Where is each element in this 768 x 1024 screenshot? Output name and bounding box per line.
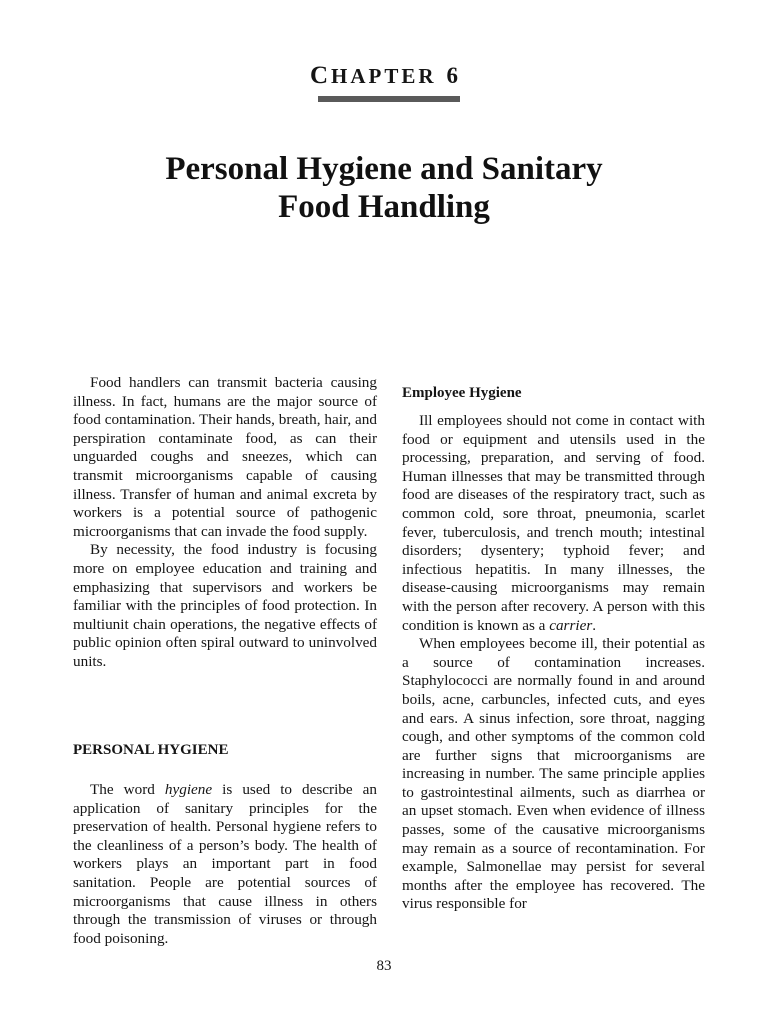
paragraph: When employees become ill, their potential as a source of contamination increases. Staphylococci are normally found in and around boils, acne, carbuncles, infected cuts, and eyes and ears. A sinus infection, sore throat, nagging cough, and other symptoms of the common cold are further signs that microorganisms are increasing in number. The same principle applies to gastrointestinal ailments, such as diarrhea or an upset stomach. Even when evidence of illness passes, some of the causative microorganisms may remain as a source of recontamination. For example, Salmonellae may persist for several months after the employee has recovered. The virus responsible for	[402, 635, 705, 913]
subheading-employee-hygiene: Employee Hygiene	[402, 385, 522, 401]
paragraph	[402, 412, 705, 635]
emphasis-hygiene: hygiene	[164, 781, 213, 798]
text-run: is used to describe an application of sanitary principles for the preservation of health. Personal hygiene refers to the cleanliness of a person’s body. The health of workers plays an important part in food sanitation. People are potential sources of microorganisms that cause illness in others through the transmission of viruses or through food poisoning.	[73, 781, 377, 947]
left-column-intro	[73, 374, 377, 672]
left-column-section	[73, 781, 377, 948]
page-number: 83	[376, 958, 392, 974]
text-run: The word	[90, 781, 165, 798]
text-run: Ill employees should not come in contact with food or equipment and utensils used in the processing, preparation, and serving of food. Human illnesses that may be transmitted through food are diseases of the respiratory tract, such as common cold, sore throat, pneumonia, scarlet fever, tuberculosis, and trench mouth; intestinal disorders; dysentery; typhoid fever; and infectious hepatitis. In many illnesses, the disease-causing microorganisms may remain with the person after recovery. A person with this condition is known as a	[402, 412, 705, 634]
chapter-label	[0, 62, 768, 90]
paragraph	[73, 781, 377, 948]
chapter-title	[0, 150, 768, 226]
paragraph: Food handlers can transmit bacteria causing illness. In fact, humans are the major source of food contamination. Their hands, breath, hair, and perspiration contaminate food, as can their unguarded coughs and sneezes, which can transmit microorganisms capable of causing illness. Transfer of human and animal excreta by workers is a potential source of pathogenic microorganisms that can invade the food supply.	[73, 374, 377, 540]
emphasis-carrier: carrier	[549, 616, 593, 634]
section-heading-personal-hygiene: PERSONAL HYGIENE	[73, 742, 229, 758]
chapter-number: 6	[446, 63, 459, 88]
chapter-label-initial: C	[309, 62, 332, 89]
chapter-rule	[318, 96, 460, 102]
chapter-title-line-2: Food Handling	[278, 189, 490, 225]
chapter-label-rest: HAPTER	[331, 64, 437, 88]
chapter-title-line-1: Personal Hygiene and Sanitary	[165, 151, 603, 187]
paragraph: By necessity, the food industry is focusing more on employee education and training and emphasizing that supervisors and workers be familiar with the principles of food protection. In multiunit chain operations, the negative effects of public opinion often spiral outward to uninvolved units.	[73, 541, 377, 670]
right-column	[402, 412, 705, 914]
text-run: .	[592, 616, 597, 634]
